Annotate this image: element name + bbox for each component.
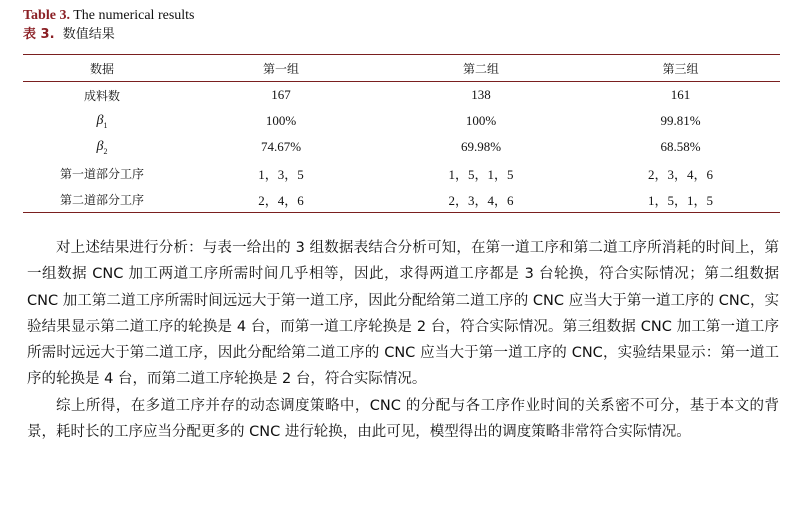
row-label-beta2 (23, 134, 181, 160)
header-group-1: 第一组 (262, 61, 299, 76)
header-group-3: 第三组 (662, 61, 699, 76)
table-cell: 100% (265, 113, 297, 128)
caption-chinese (23, 25, 195, 44)
beta-symbol: β (96, 138, 104, 154)
beta-symbol: β (96, 112, 104, 128)
table-cell: 1，5，1，5 (647, 192, 713, 208)
table-row (23, 134, 780, 160)
table-row (23, 108, 780, 134)
table-cell: 74.67% (260, 139, 302, 154)
table-cell: 100% (465, 113, 497, 128)
table-cell: 161 (670, 87, 691, 102)
table-cell: 99.81% (660, 113, 701, 128)
table-header-row (23, 55, 780, 82)
beta-subscript: 2 (103, 146, 108, 156)
caption-chinese-text: 数值结果 (54, 27, 115, 42)
table-row (23, 82, 780, 109)
row-label: 第二道部分工序 (59, 192, 144, 207)
analysis-text (27, 235, 779, 445)
table-cell: 2，3，4，6 (448, 192, 514, 208)
caption-chinese-label: 表 3. (23, 27, 55, 42)
table-cell: 138 (471, 87, 491, 102)
table-caption (23, 6, 195, 44)
table-cell: 69.98% (460, 139, 502, 154)
table-cell: 167 (271, 87, 291, 102)
beta-subscript: 1 (103, 120, 108, 130)
paragraph-analysis: 对上述结果进行分析：与表一给出的 3 组数据表结合分析可知，在第一道工序和第二道工序所消耗的时间上，第一组数据 CNC 加工两道工序所需时间几乎相等，因此，求得两道工序都是 3 台轮换，符合实际情况；第二组数据 CNC 加工第二道工序所需时间远远大于第一道工序，因此分配给第二道工序的 CNC 应当大于第一道工序的 CNC，实验结果显示第二道工序的轮换是 4 台，而第一道工序轮换是 2 台，符合实际情况。第三组数据 CNC 加工第一道工序所需时远远大于第二道工序，因此分配给第二道工序的 CNC 应当大于第一道工序的 CNC，实验结果显示：第一道工序的轮换是 4 台，而第二道工序轮换是 2 台，符合实际情况。 (27, 240, 779, 388)
table-cell: 1，3，5 (258, 166, 304, 182)
results-table (23, 54, 780, 213)
table-cell: 1，5，1，5 (448, 166, 514, 182)
table-row (23, 186, 780, 213)
table-cell: 2，3，4，6 (647, 166, 713, 182)
table-cell: 68.58% (660, 139, 701, 154)
table-cell: 2，4，6 (258, 192, 304, 208)
caption-english-text: The numerical results (69, 8, 195, 23)
caption-english (23, 6, 195, 25)
header-group-2: 第二组 (462, 61, 499, 76)
header-data: 数据 (89, 61, 114, 76)
row-label-beta1 (23, 108, 181, 134)
row-label: 成料数 (83, 88, 120, 103)
table-row (23, 160, 780, 186)
caption-english-label: Table 3. (23, 8, 70, 23)
paragraph-conclusion: 综上所得，在多道工序并存的动态调度策略中，CNC 的分配与各工序作业时间的关系密不可分，基于本文的背景，耗时长的工序应当分配更多的 CNC 进行轮换，由此可见，模型得出的调度策略非常符合实际情况。 (27, 397, 779, 441)
row-label: 第一道部分工序 (59, 166, 144, 181)
